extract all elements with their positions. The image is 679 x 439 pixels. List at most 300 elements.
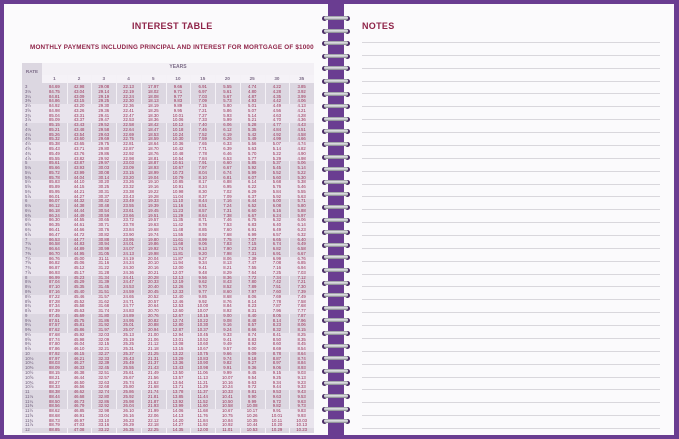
note-line: [362, 351, 660, 352]
note-line: [362, 415, 660, 416]
payment-cell: 25.49: [123, 360, 134, 366]
payment-cell: 6.46: [223, 150, 232, 156]
payment-cell: 4.90: [297, 150, 306, 156]
payment-cell: 13.64: [172, 379, 184, 385]
payment-cell: 5.84: [272, 188, 282, 194]
payment-cell: 25.86: [123, 389, 134, 395]
payment-cell: 88.56: [48, 403, 60, 409]
payment-cell: 21.93: [147, 403, 159, 409]
payment-cell: 10.03: [296, 417, 307, 423]
payment-cell: 29.69: [98, 136, 110, 142]
payment-cell: 8.97: [272, 360, 282, 366]
payment-cell: 84.92: [48, 103, 60, 109]
payment-cell: 44.77: [73, 236, 85, 242]
payment-cell: 87.39: [48, 308, 60, 314]
year-column-header: 15: [190, 75, 215, 83]
payment-cell: 22.13: [123, 84, 134, 89]
rate-cell: 4⅛: [25, 126, 31, 132]
payment-cell: 7.46: [223, 217, 232, 223]
payment-cell: 10.30: [197, 322, 209, 328]
rate-cell: 7⅛: [25, 241, 31, 247]
payment-cell: 5.60: [272, 174, 282, 180]
payment-cell: 44.10: [73, 179, 85, 185]
payment-cell: 20.94: [147, 327, 159, 333]
payment-cell: 10.12: [172, 122, 184, 128]
payment-cell: 10.58: [222, 403, 233, 409]
coil-wire: [324, 79, 348, 83]
payment-cell: 6.67: [223, 165, 232, 171]
payment-cell: 10.01: [172, 112, 184, 118]
payment-cell: 7.60: [272, 288, 282, 294]
note-line: [362, 68, 660, 69]
payment-cell: 10.00: [197, 303, 209, 309]
payment-cell: 10.50: [222, 398, 233, 404]
payment-cell: 43.54: [73, 131, 85, 137]
payment-cell: 45.46: [73, 293, 85, 299]
payment-cell: 10.30: [172, 136, 184, 142]
payment-cell: 24.77: [123, 303, 134, 309]
payment-cell: 86.93: [48, 269, 60, 275]
payment-cell: 8.54: [297, 346, 306, 352]
rate-cell: 8¾: [25, 303, 31, 309]
payment-cell: 6.32: [272, 217, 282, 223]
payment-cell: 7.68: [223, 231, 232, 237]
payment-cell: 18.13: [147, 98, 159, 104]
year-column-header: 20: [215, 75, 240, 83]
payment-cell: 10.35: [246, 417, 258, 423]
note-line: [362, 119, 660, 120]
payment-cell: 7.31: [223, 207, 232, 213]
note-line: [362, 145, 660, 146]
payment-cell: 6.32: [297, 231, 306, 237]
payment-cell: 43.82: [73, 155, 85, 161]
spiral-ring: [322, 417, 350, 426]
payment-cell: 22.47: [123, 112, 134, 118]
note-line: [362, 248, 660, 249]
rate-cell: 10⅛: [25, 355, 34, 361]
rate-cell: 11¾: [25, 417, 34, 423]
payment-cell: 32.74: [98, 389, 110, 395]
payment-cell: 45.06: [73, 260, 85, 266]
payment-cell: 32.39: [98, 360, 110, 366]
year-column-header: 2: [67, 75, 92, 83]
note-line: [362, 364, 660, 365]
coil-wire: [324, 255, 348, 259]
payment-cell: 9.99: [223, 370, 232, 376]
rate-cell: 11⅜: [25, 403, 34, 409]
payment-cell: 6.12: [223, 126, 232, 132]
payment-cell: 8.64: [297, 350, 306, 356]
payment-cell: 10.13: [296, 422, 307, 428]
spiral-binding: [322, 0, 350, 439]
payment-cell: 45.52: [73, 298, 85, 304]
note-line: [362, 81, 660, 82]
spiral-ring: [322, 253, 350, 262]
rate-cell: 9⅞: [25, 346, 31, 352]
payment-cell: 43.37: [73, 117, 85, 123]
payment-cell: 9.63: [247, 379, 257, 385]
payment-cell: 30.65: [98, 217, 110, 223]
payment-cell: 7.87: [297, 312, 306, 318]
payment-cell: 21.37: [147, 360, 159, 366]
payment-cell: 13.29: [172, 355, 184, 361]
payment-cell: 44.61: [73, 222, 85, 228]
rate-cell: 3: [25, 84, 28, 89]
payment-cell: 9.99: [247, 398, 257, 404]
payment-cell: 86.87: [48, 265, 60, 271]
payment-cell: 87.74: [48, 336, 60, 342]
payment-cell: 17.97: [147, 84, 159, 89]
payment-cell: 45.75: [73, 317, 85, 323]
payment-cell: 8.05: [272, 312, 282, 318]
payment-cell: 11.10: [172, 198, 184, 204]
payment-cell: 22.92: [123, 150, 134, 156]
payment-cell: 85.09: [48, 117, 60, 123]
payment-cell: 13.78: [172, 389, 184, 395]
payment-cell: 5.99: [247, 169, 257, 175]
payment-cell: 12.67: [172, 312, 184, 318]
payment-cell: 44.66: [73, 227, 85, 232]
payment-cell: 87.04: [48, 279, 60, 285]
payment-cell: 31.62: [98, 298, 110, 304]
payment-cell: 18.93: [147, 165, 159, 171]
payment-cell: 6.99: [247, 231, 257, 237]
payment-cell: 8.15: [297, 327, 306, 333]
payment-cell: 7.91: [198, 160, 207, 166]
payment-cell: 46.04: [73, 341, 85, 347]
payment-cell: 29.58: [98, 126, 110, 132]
payment-cell: 8.48: [247, 317, 257, 323]
payment-cell: 46.21: [73, 355, 85, 361]
payment-cell: 23.15: [123, 169, 134, 175]
payment-cell: 8.41: [272, 331, 282, 337]
payment-cell: 7.16: [223, 198, 232, 204]
payment-cell: 45.92: [73, 331, 85, 337]
payment-cell: 46.85: [73, 408, 85, 414]
payment-cell: 7.78: [198, 150, 207, 156]
payment-cell: 45.58: [73, 303, 85, 309]
payment-cell: 84.86: [48, 98, 60, 104]
payment-cell: 87.86: [48, 346, 60, 352]
payment-cell: 24.30: [123, 265, 134, 271]
payment-cell: 12.74: [172, 317, 184, 323]
payment-cell: 10.45: [197, 331, 209, 337]
rate-cell: 5⅝: [25, 184, 31, 190]
payment-cell: 7.55: [247, 265, 257, 271]
payment-cell: 6.23: [297, 227, 306, 232]
coil-wire: [324, 243, 348, 247]
payment-cell: 4.58: [297, 131, 306, 137]
rate-cell: 3⅞: [25, 117, 31, 123]
payment-cell: 9.66: [173, 84, 183, 89]
payment-cell: 24.65: [123, 293, 134, 299]
payment-cell: 4.98: [297, 155, 306, 161]
payment-cell: 12.53: [172, 303, 184, 309]
payment-cell: 10.07: [222, 374, 233, 380]
rate-cell: 7¾: [25, 265, 31, 271]
payment-cell: 11.68: [172, 241, 184, 247]
payment-cell: 6.74: [272, 241, 282, 247]
payment-cell: 13.71: [172, 384, 184, 390]
rate-cell: 5¾: [25, 188, 31, 194]
payment-cell: 9.48: [198, 269, 207, 275]
payment-cell: 13.85: [172, 393, 184, 399]
payment-cell: 45.69: [73, 312, 85, 318]
coil-wire: [324, 129, 348, 133]
rate-cell: 5⅞: [25, 193, 31, 199]
payment-cell: 8.99: [198, 236, 207, 242]
payment-cell: 22.64: [123, 126, 134, 132]
payment-cell: 25.74: [123, 379, 134, 385]
payment-cell: 10.24: [172, 131, 184, 137]
payment-cell: 23.66: [123, 212, 134, 218]
payment-cell: 18.25: [147, 107, 159, 113]
payment-cell: 25.37: [123, 350, 134, 356]
payment-cell: 31.57: [98, 293, 110, 299]
payment-cell: 7.15: [247, 241, 257, 247]
payment-cell: 23.09: [123, 165, 134, 171]
payment-cell: 88.03: [48, 360, 60, 366]
payment-cell: 46.68: [73, 393, 85, 399]
payment-cell: 18.59: [147, 136, 159, 142]
payment-cell: 24.89: [123, 312, 134, 318]
payment-cell: 11.61: [172, 236, 184, 242]
payment-cell: 9.24: [223, 327, 232, 333]
payment-cell: 6.74: [223, 169, 232, 175]
rate-cell: 6⅜: [25, 212, 31, 218]
payment-cell: 21.00: [147, 331, 159, 337]
rate-cell: 9: [25, 312, 28, 318]
payment-cell: 10.75: [222, 412, 233, 418]
payment-cell: 6.29: [247, 188, 257, 194]
payment-cell: 10.07: [197, 308, 209, 314]
payment-cell: 11.29: [172, 212, 184, 218]
payment-cell: 11.13: [197, 374, 208, 380]
payment-cell: 19.86: [147, 241, 159, 247]
note-line: [362, 428, 660, 429]
payment-cell: 11.04: [172, 193, 184, 199]
payment-cell: 31.51: [98, 288, 110, 294]
payment-cell: 6.57: [272, 231, 282, 237]
payment-cell: 23.95: [123, 236, 134, 242]
payment-cell: 6.40: [272, 222, 282, 228]
payment-cell: 7.69: [272, 293, 282, 299]
payment-cell: 7.77: [297, 308, 306, 314]
payment-cell: 32.57: [98, 374, 110, 380]
payment-cell: 4.06: [297, 98, 306, 104]
coil-wire: [324, 369, 348, 373]
payment-cell: 87.22: [48, 293, 60, 299]
payment-cell: 7.16: [272, 265, 282, 271]
payment-cell: 9.70: [198, 284, 207, 290]
payment-cell: 45.81: [73, 322, 85, 328]
payment-cell: 18.30: [147, 112, 159, 118]
payment-cell: 30.82: [98, 231, 110, 237]
year-column-header: 3: [91, 75, 116, 83]
payment-cell: 86.82: [48, 260, 60, 266]
payment-cell: 87.62: [48, 327, 60, 333]
payment-cell: 5.80: [297, 203, 306, 209]
payment-cell: 26.10: [123, 408, 134, 414]
payment-cell: 5.70: [247, 150, 257, 156]
payment-cell: 32.09: [98, 336, 110, 342]
payment-cell: 19.10: [147, 179, 159, 185]
payment-cell: 9.77: [198, 288, 207, 294]
payment-cell: 19.45: [147, 207, 159, 213]
payment-cell: 20.40: [147, 284, 159, 290]
payment-cell: 31.05: [98, 250, 110, 256]
payment-cell: 19.39: [147, 203, 159, 209]
payment-cell: 86.47: [48, 231, 60, 237]
payment-cell: 24.53: [123, 284, 134, 290]
payment-cell: 10.90: [197, 360, 209, 366]
payment-cell: 8.45: [297, 341, 306, 347]
payment-cell: 14.27: [172, 422, 184, 428]
rate-cell: 9½: [25, 331, 31, 337]
payment-cell: 11.60: [197, 403, 208, 409]
payment-cell: 88.21: [48, 374, 60, 380]
payment-cell: 6.85: [297, 260, 306, 266]
payment-cell: 32.27: [98, 350, 110, 356]
payment-cell: 12.00: [172, 265, 184, 271]
payment-cell: 9.08: [223, 317, 232, 323]
payment-cell: 45.40: [73, 288, 85, 294]
payment-cell: 13.50: [172, 370, 184, 376]
payment-cell: 9.91: [223, 365, 232, 371]
payment-cell: 87.57: [48, 322, 60, 328]
payment-cell: 23.55: [123, 203, 134, 209]
payment-cell: 5.76: [272, 184, 282, 190]
payment-cell: 22.87: [123, 145, 134, 151]
payment-cell: 6.14: [247, 179, 257, 185]
payment-cell: 5.88: [297, 207, 306, 213]
payment-cell: 6.58: [297, 246, 306, 252]
payment-cell: 22.24: [123, 93, 134, 99]
payment-cell: 87.28: [48, 298, 60, 304]
payment-cell: 21.18: [147, 346, 159, 352]
payment-cell: 8.36: [223, 274, 232, 280]
rate-cell: 10: [25, 350, 30, 356]
payment-cell: 8.23: [272, 322, 282, 328]
payment-cell: 5.85: [247, 160, 257, 166]
rate-cell: 4¼: [25, 131, 31, 137]
payment-cell: 13.15: [172, 346, 184, 352]
payment-cell: 6.44: [247, 198, 257, 204]
payment-cell: 43.99: [73, 169, 85, 175]
rate-cell: 8½: [25, 293, 31, 299]
payment-cell: 13.43: [172, 365, 184, 371]
payment-cell: 24.24: [123, 260, 134, 266]
payment-cell: 19.33: [147, 198, 159, 204]
payment-cell: 7.33: [198, 117, 207, 123]
rate-cell: 11⅛: [25, 393, 34, 399]
coil-wire: [324, 293, 348, 297]
payment-cell: 7.84: [198, 155, 207, 161]
payment-cell: 8.74: [297, 355, 306, 361]
payment-cell: 10.29: [271, 427, 283, 433]
payment-cell: 43.31: [73, 112, 85, 118]
payment-cell: 30.54: [98, 207, 110, 213]
payment-cell: 7.97: [198, 165, 207, 171]
payment-cell: 19.68: [147, 227, 159, 232]
note-line: [362, 312, 660, 313]
payment-cell: 11.35: [172, 217, 184, 223]
payment-cell: 9.18: [247, 355, 257, 361]
payment-cell: 6.22: [247, 184, 257, 190]
payment-cell: 29.19: [98, 93, 110, 99]
spiral-ring: [322, 90, 350, 99]
payment-cell: 9.41: [223, 336, 232, 342]
payment-cell: 8.66: [247, 327, 257, 333]
payment-cell: 20.88: [147, 322, 159, 328]
spiral-ring: [322, 52, 350, 61]
payment-cell: 19.22: [147, 188, 159, 194]
payment-cell: 5.52: [272, 169, 282, 175]
payment-cell: 85.15: [48, 122, 60, 128]
payment-cell: 24.07: [123, 246, 134, 252]
payment-cell: 8.04: [198, 169, 207, 175]
payment-cell: 43.71: [73, 145, 85, 151]
payment-cell: 29.14: [98, 88, 110, 94]
payment-cell: 5.14: [272, 145, 282, 151]
payment-cell: 8.92: [247, 341, 257, 347]
payment-cell: 30.71: [98, 222, 110, 228]
payment-cell: 88.09: [48, 365, 60, 371]
payment-cell: 6.49: [297, 241, 306, 247]
payment-cell: 87.10: [48, 284, 60, 290]
payment-cell: 10.11: [271, 417, 283, 423]
spiral-ring: [322, 14, 350, 23]
payment-cell: 10.83: [197, 355, 209, 361]
payment-cell: 5.29: [272, 155, 282, 161]
payment-cell: 29.97: [98, 160, 110, 166]
payment-cell: 10.26: [246, 412, 258, 418]
payment-cell: 10.20: [271, 422, 283, 428]
rate-cell: 11: [25, 389, 30, 395]
payment-cell: 7.75: [223, 236, 232, 242]
payment-cell: 85.43: [48, 145, 60, 151]
payment-cell: 30.20: [98, 179, 110, 185]
payment-cell: 7.68: [297, 303, 306, 309]
payment-cell: 5.55: [223, 84, 232, 89]
payment-cell: 19.74: [147, 231, 159, 237]
rate-cell: 6⅛: [25, 203, 31, 209]
payment-cell: 32.33: [98, 355, 110, 361]
payment-cell: 29.86: [98, 150, 110, 156]
payment-cell: 29.75: [98, 141, 110, 147]
payment-cell: 22.18: [147, 422, 159, 428]
payment-cell: 12.46: [172, 298, 184, 304]
payment-cell: 20.82: [147, 317, 159, 323]
payment-cell: 23.61: [123, 207, 134, 213]
payment-cell: 86.18: [48, 207, 60, 213]
payment-cell: 31.34: [98, 274, 110, 280]
payment-cell: 5.86: [223, 107, 232, 113]
payment-cell: 5.56: [247, 141, 257, 147]
payment-cell: 24.41: [123, 274, 134, 280]
payment-cell: 44.44: [73, 207, 85, 213]
payment-cell: 6.95: [223, 184, 232, 190]
payment-cell: 6.91: [198, 84, 207, 89]
payment-cell: 45.98: [73, 336, 85, 342]
rate-cell: 6¾: [25, 227, 31, 232]
payment-cell: 8.78: [198, 222, 207, 228]
payment-cell: 43.26: [73, 107, 85, 113]
payment-cell: 86.24: [48, 212, 60, 218]
payment-cell: 18.08: [147, 93, 159, 99]
payment-cell: 32.80: [98, 393, 110, 399]
payment-cell: 4.74: [247, 84, 257, 89]
